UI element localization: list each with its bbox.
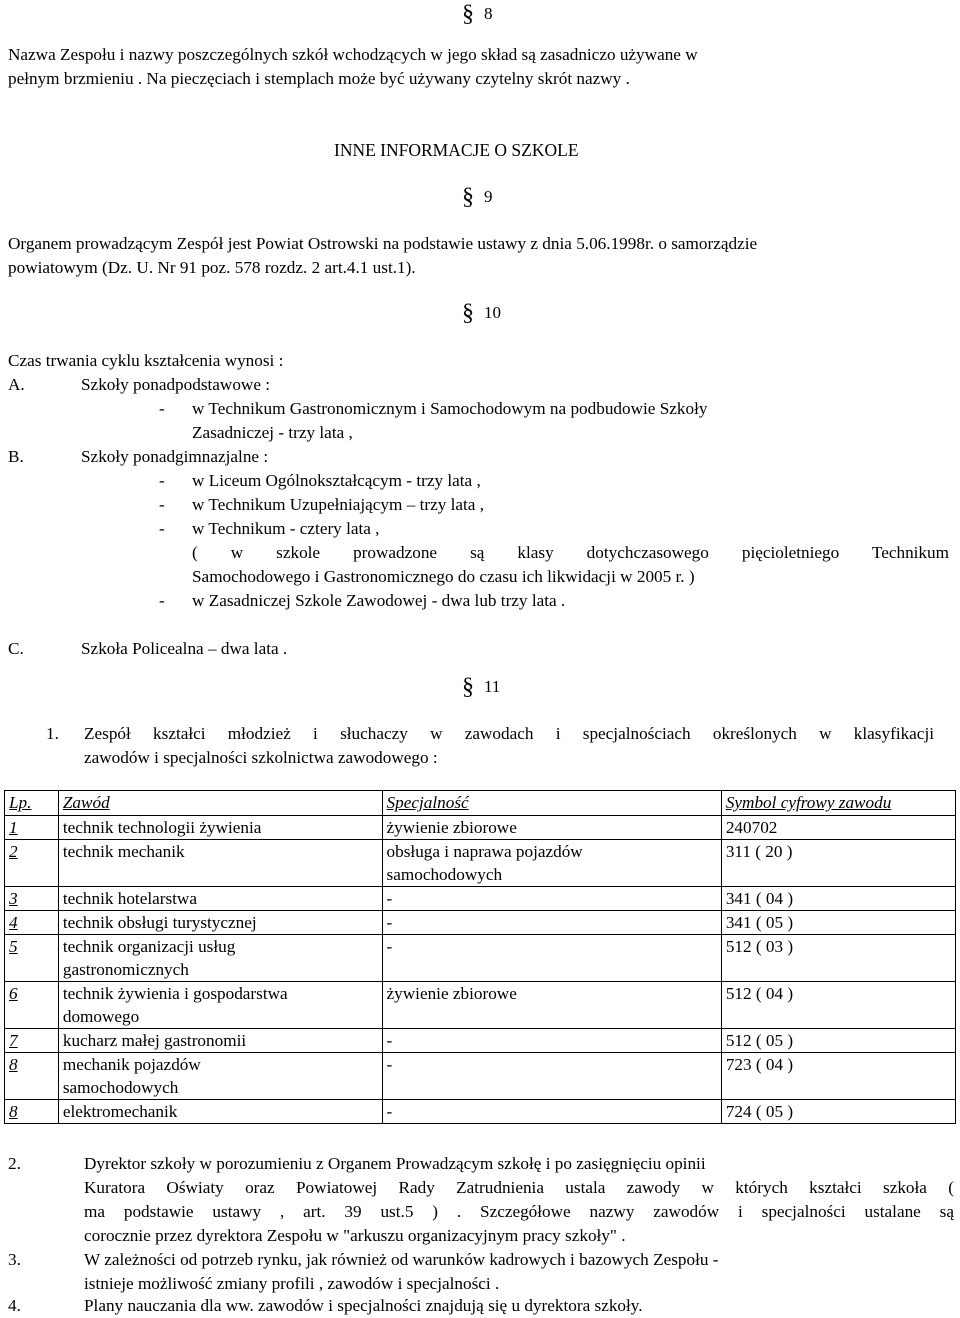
cycle-a-item-1: w Technikum Gastronomicznym i Samochodowym na podbudowie Szkoły (192, 399, 708, 418)
table-header-symbol: Symbol cyfrowy zawodu (721, 791, 955, 816)
p2-line-1: Dyrektor szkoły w porozumieniu z Organem Prowadzącym szkołę i po zasięgnięciu opinii (84, 1154, 706, 1173)
table-row (5, 887, 956, 911)
table-cell-symbol: 341 ( 04 ) (721, 887, 955, 911)
organ-line-2: powiatowym (Dz. U. Nr 91 poz. 578 rozdz. 2 art.4.1 ust.1). (8, 258, 416, 277)
heading-other-info: INNE INFORMACJE O SZKOLE (334, 140, 579, 160)
section-sign-icon: § (462, 674, 474, 700)
p2-line-2: Kuratora Oświaty oraz Powiatowej Rady Zatrudnienia ustala zawody w których kształci szkoła ( (84, 1178, 954, 1197)
table-cell-spec: - (382, 911, 721, 935)
intro-line-2: pełnym brzmieniu . Na pieczęciach i stemplach może być używany czytelny skrót nazwy . (8, 69, 630, 88)
table-cell-lp: 1 (5, 816, 59, 840)
p2-number: 2. (8, 1154, 21, 1173)
table-row (5, 911, 956, 935)
table-cell-spec: obsługa i naprawa pojazdów samochodowych (382, 840, 721, 887)
table-cell-spec: - (382, 1029, 721, 1053)
professions-table (4, 790, 956, 1124)
section-10-heading: § 10 (462, 300, 501, 326)
table-header-specjalnosc: Specjalność (382, 791, 721, 816)
table-cell-spec: - (382, 887, 721, 911)
section-sign-icon: § (462, 1, 474, 27)
p1-line-2: zawodów i specjalności szkolnictwa zawodowego : (84, 748, 438, 767)
table-cell-lp: 7 (5, 1029, 59, 1053)
table-cell-symbol: 723 ( 04 ) (721, 1053, 955, 1100)
table-cell-symbol: 311 ( 20 ) (721, 840, 955, 887)
p3-line-2: istnieje możliwość zmiany profili , zawodów i specjalności . (84, 1274, 500, 1293)
table-row (5, 935, 956, 982)
table-cell-lp: 4 (5, 911, 59, 935)
table-cell-zawod: kucharz małej gastronomii (58, 1029, 382, 1053)
cycle-c-item: Szkoła Policealna – dwa lata . (81, 639, 288, 658)
table-row (5, 1053, 956, 1100)
p2-line-4: corocznie przez dyrektora Zespołu w "arkuszu organizacyjnym pracy szkoły" . (84, 1226, 626, 1245)
table-cell-zawod: technik hotelarstwa (58, 887, 382, 911)
cycle-b-item-3: w Technikum - cztery lata , (192, 519, 380, 538)
table-header-lp: Lp. (5, 791, 59, 816)
cycle-b-note-1: ( w szkole prowadzone są klasy dotychczasowego pięcioletniego Technikum (192, 543, 949, 562)
cycle-title: Czas trwania cyklu kształcenia wynosi : (8, 351, 284, 370)
list-dash: - (159, 399, 165, 418)
section-sign-icon: § (462, 300, 474, 326)
table-cell-lp: 3 (5, 887, 59, 911)
p1-line-1: Zespół kształci młodzież i słuchaczy w zawodach i specjalnościach określonych w klasyfikacji (84, 724, 934, 743)
section-9-heading: § 9 (462, 184, 493, 210)
table-row (5, 982, 956, 1029)
table-cell-symbol: 512 ( 03 ) (721, 935, 955, 982)
table-cell-zawod: technik organizacji usług gastronomicznych (58, 935, 382, 982)
table-cell-symbol: 512 ( 05 ) (721, 1029, 955, 1053)
table-cell-spec: żywienie zbiorowe (382, 982, 721, 1029)
table-header-zawod: Zawód (58, 791, 382, 816)
cycle-b-item-2: w Technikum Uzupełniającym – trzy lata , (192, 495, 485, 514)
cycle-b-item-1: w Liceum Ogólnokształcącym - trzy lata , (192, 471, 481, 490)
cycle-a-letter: A. (8, 375, 25, 394)
table-cell-lp: 6 (5, 982, 59, 1029)
p4-line-1: Plany nauczania dla ww. zawodów i specjalności znajdują się u dyrektora szkoły. (84, 1296, 643, 1315)
table-cell-symbol: 341 ( 05 ) (721, 911, 955, 935)
p1-number: 1. (46, 724, 59, 743)
cycle-b-note-2: Samochodowego i Gastronomicznego do czasu ich likwidacji w 2005 r. ) (192, 567, 695, 586)
section-11-heading: § 11 (462, 674, 501, 700)
table-cell-lp: 2 (5, 840, 59, 887)
table-row (5, 816, 956, 840)
table-row (5, 1029, 956, 1053)
table-cell-zawod: elektromechanik (58, 1100, 382, 1124)
table-cell-zawod: technik mechanik (58, 840, 382, 887)
list-dash: - (159, 471, 165, 490)
cycle-c-letter: C. (8, 639, 24, 658)
organ-line-1: Organem prowadzącym Zespół jest Powiat Ostrowski na podstawie ustawy z dnia 5.06.1998r. o samorządzie (8, 234, 758, 253)
cycle-b-title: Szkoły ponadgimnazjalne : (81, 447, 269, 466)
table-header-row (5, 791, 956, 816)
table-cell-zawod: technik technologii żywienia (58, 816, 382, 840)
cycle-a-title: Szkoły ponadpodstawowe : (81, 375, 271, 394)
section-sign-icon: § (462, 184, 474, 210)
table-cell-spec: - (382, 1100, 721, 1124)
section-8-heading: § 8 (462, 1, 493, 27)
table-cell-zawod: technik obsługi turystycznej (58, 911, 382, 935)
table-cell-spec: żywienie zbiorowe (382, 816, 721, 840)
table-cell-spec: - (382, 1053, 721, 1100)
table-cell-zawod: mechanik pojazdów samochodowych (58, 1053, 382, 1100)
table-row (5, 1100, 956, 1124)
table-cell-lp: 5 (5, 935, 59, 982)
list-dash: - (159, 519, 165, 538)
table-row (5, 840, 956, 887)
table-cell-lp: 8 (5, 1100, 59, 1124)
table-cell-symbol: 240702 (721, 816, 955, 840)
cycle-a-item-1b: Zasadniczej - trzy lata , (192, 423, 353, 442)
table-cell-symbol: 724 ( 05 ) (721, 1100, 955, 1124)
cycle-b-item-4: w Zasadniczej Szkole Zawodowej - dwa lub trzy lata . (192, 591, 566, 610)
p2-line-3: ma podstawie ustawy , art. 39 ust.5 ) . Szczegółowe nazwy zawodów i specjalności ustalane są (84, 1202, 954, 1221)
p3-number: 3. (8, 1250, 21, 1269)
table-cell-lp: 8 (5, 1053, 59, 1100)
p3-line-1: W zależności od potrzeb rynku, jak również od warunków kadrowych i bazowych Zespołu - (84, 1250, 719, 1269)
p4-number: 4. (8, 1296, 21, 1315)
cycle-b-letter: B. (8, 447, 24, 466)
table-cell-spec: - (382, 935, 721, 982)
table-cell-zawod: technik żywienia i gospodarstwa domowego (58, 982, 382, 1029)
list-dash: - (159, 591, 165, 610)
table-cell-symbol: 512 ( 04 ) (721, 982, 955, 1029)
intro-line-1: Nazwa Zespołu i nazwy poszczególnych szkół wchodzących w jego skład są zasadniczo używane w (8, 45, 698, 64)
list-dash: - (159, 495, 165, 514)
